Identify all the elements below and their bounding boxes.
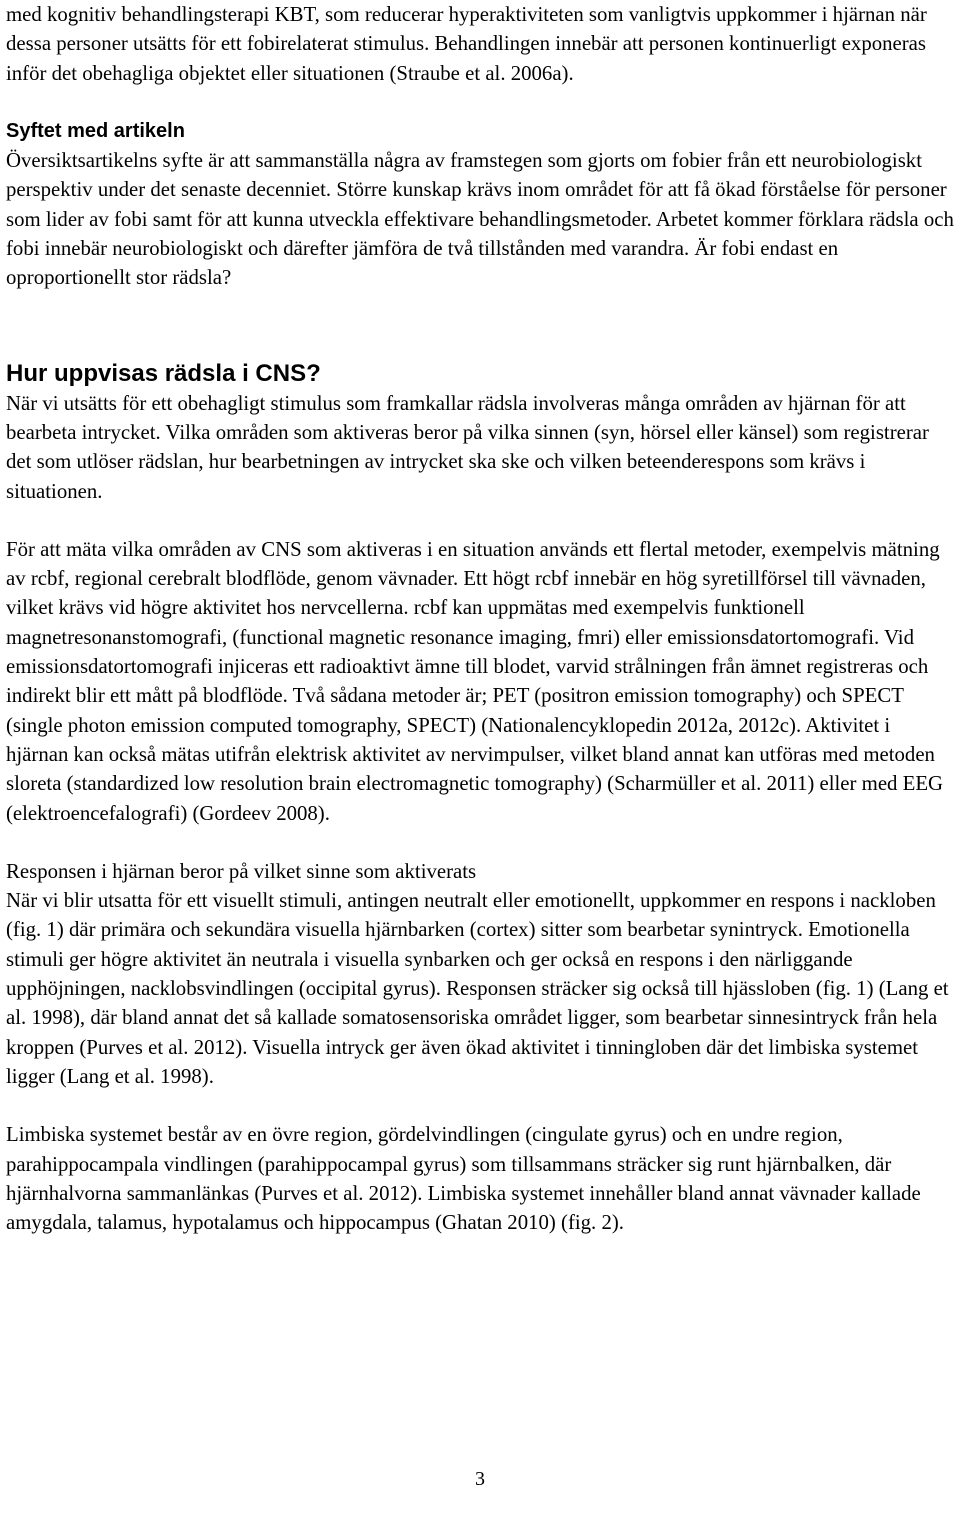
heading-fear-cns: Hur uppvisas rädsla i CNS? — [6, 359, 321, 387]
paragraph-response-1: När vi blir utsatta för ett visuellt stimuli, antingen neutralt eller emotionellt, uppkommer en respons i nackloben (fig. 1) där primära och sekundära visuella hjärnbarken (cortex) sitter som bearbetar synintryck. Emotionella stimuli ger högre aktivitet än neutrala i visuella synbarken och ger också en respons i den närliggande upphöjningen, nacklobsvindlingen (occipital gyrus). Responsen sträcker sig också till hjässloben (fig. 1) (Lang et al. 1998), där bland annat det så kallade somatosensoriska området ligger, som bearbetar sinnesintryck från hela kroppen (Purves et al. 2012). Visuella intryck ger även ökad aktivitet i tinningloben där det limbiska systemet ligger (Lang et al. 1998). — [6, 889, 949, 1088]
intro-paragraph: med kognitiv behandlingsterapi KBT, som reducerar hyperaktiviteten som vanligtvis uppkommer i hjärnan när dessa personer utsätts för ett fobirelaterat stimulus. Behandlingen innebär att personen kontinuerligt exponeras inför det obehagliga objektet eller situationen (Straube et al. 2006a). — [6, 3, 927, 85]
heading-purpose: Syftet med artikeln — [6, 119, 185, 142]
paragraph-fear-cns-2: För att mäta vilka områden av CNS som aktiveras i en situation används ett flertal metoder, exempelvis mätning av rcbf, regional cerebralt blodflöde, genom vävnader. Ett högt rcbf innebär en hög syretillförsel till vävnaden, vilket krävs vid högre aktivitet hos nervcellerna. rcbf kan uppmätas med exempelvis funktionell magnetresonanstomografi, (functional magnetic resonance imaging, fmri) eller emissionsdatortomografi. Vid emissionsdatortomografi injiceras ett radioaktivt ämne till blodet, varvid strålningen från ämnet registreras och indirekt blir ett mått på blodflöde. Två sådana metoder är; PET (positron emission tomography) och SPECT (single photon emission computed tomography, SPECT) (Nationalencyklopedin 2012a, 2012c). Aktivitet i hjärnan kan också mätas utifrån elektrisk aktivitet av nervimpulser, vilket bland annat kan utföras med metoden sloreta (standardized low resolution brain electromagnetic tomography) (Scharmüller et al. 2011) eller med EEG (elektroencefalografi) (Gordeev 2008). — [6, 537, 944, 825]
page-number: 3 — [475, 1468, 485, 1490]
heading-response: Responsen i hjärnan beror på vilket sinne som aktiverats — [6, 859, 477, 883]
paragraph-response-2: Limbiska systemet består av en övre region, gördelvindlingen (cingulate gyrus) och en undre region, parahippocampala vindlingen (parahippocampal gyrus) som tillsammans sträcker sig runt hjärnbalken, där hjärnhalvorna sammanlänkas (Purves et al. 2012). Limbiska systemet innehåller bland annat vävnader kallade amygdala, talamus, hypotalamus och hippocampus (Ghatan 2010) (fig. 2). — [6, 1123, 921, 1235]
paragraph-purpose: Översiktsartikelns syfte är att sammanställa några av framstegen som gjorts om fobier från ett neurobiologiskt perspektiv under det senaste decenniet. Större kunskap krävs inom området för att få ökad förståelse för personer som lider av fobi samt för att kunna utveckla effektivare behandlingsmetoder. Arbetet kommer förklara rädsla och fobi innebär neurobiologiskt och därefter jämföra de två tillstånden med varandra. Är fobi endast en oproportionellt stor rädsla? — [6, 149, 954, 290]
document-page — [6, 0, 956, 1237]
paragraph-fear-cns-1: När vi utsätts för ett obehagligt stimulus som framkallar rädsla involveras många områden av hjärnan för att bearbeta intrycket. Vilka områden som aktiveras beror på vilka sinnen (syn, hörsel eller känsel) som registrerar det som utlöser rädslan, hur bearbetningen av intrycket ska ske och vilken beteenderespons som krävs i situationen. — [6, 391, 929, 503]
